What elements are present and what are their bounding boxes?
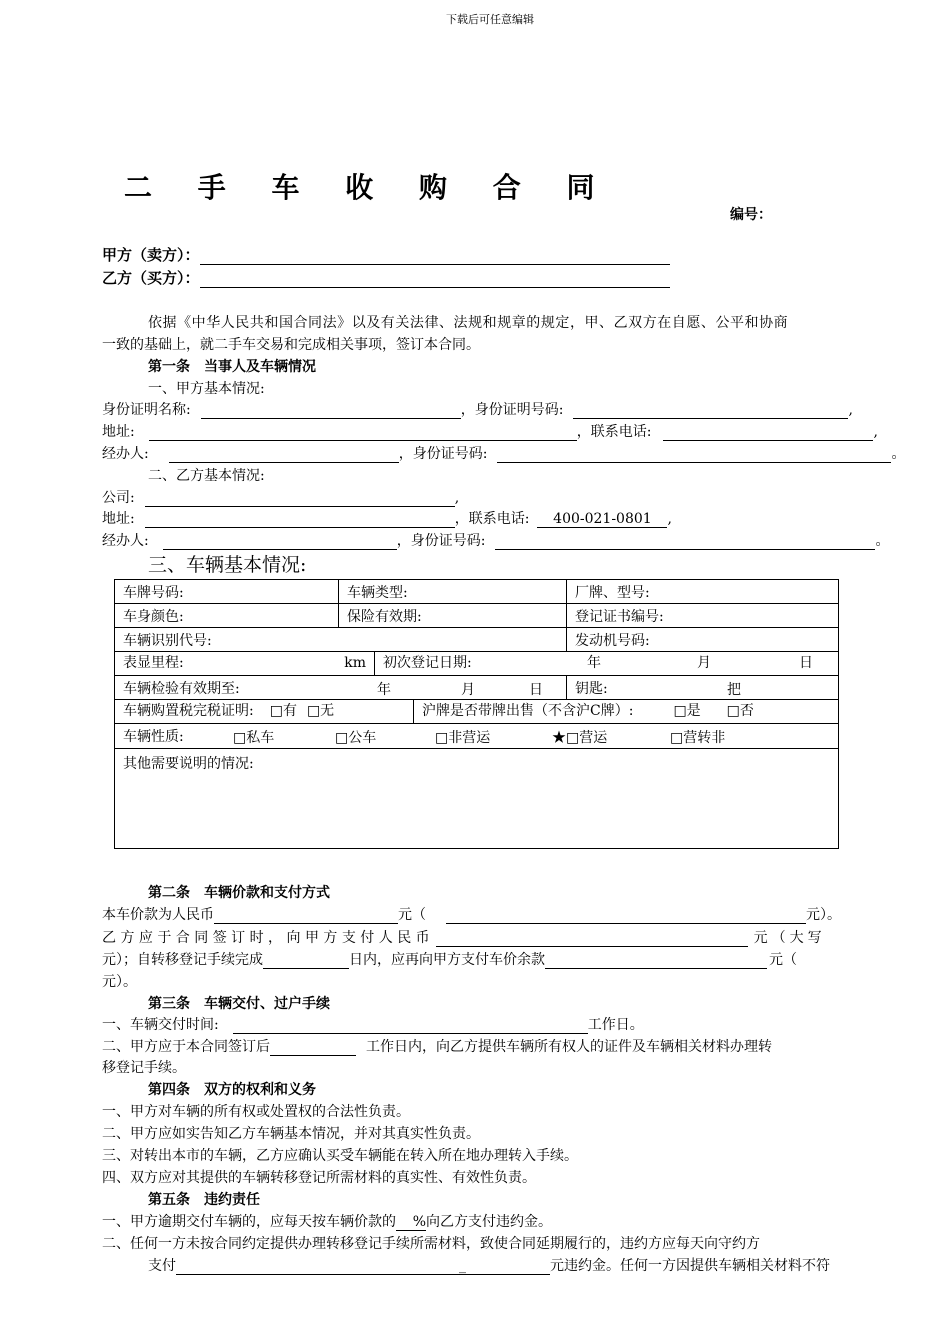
keys-label: 钥匙: xyxy=(575,680,608,697)
cell-reg-cert[interactable]: 登记证书编号: xyxy=(567,604,839,628)
party-b-row xyxy=(102,267,670,288)
intro-line-1: 依据《中华人民共和国合同法》以及有关法律、法规和规章的规定，甲、乙双方在自愿、公平和协商 xyxy=(148,315,789,331)
article-2-heading: 第二条 车辆价款和支付方式 xyxy=(148,885,330,901)
a-id-name-field[interactable] xyxy=(201,404,461,419)
b-agent-label: 经办人: xyxy=(102,533,149,549)
party-b-field[interactable] xyxy=(200,271,670,288)
party-a-label: 甲方（卖方）： xyxy=(102,246,200,264)
price-label: 本车价款为人民币 xyxy=(102,907,214,923)
a-phone-label: ，联系电话: xyxy=(576,424,652,440)
transfer-label-b: 工作日内，向乙方提供车辆所有权人的证件及车辆相关材料办理转 xyxy=(366,1039,772,1055)
a-id-name-label: 身份证明名称: xyxy=(102,402,191,418)
penalty-row-1 xyxy=(102,1211,552,1231)
plate-sale-no-checkbox[interactable]: □否 xyxy=(726,703,754,719)
a-id-no-label: ，身份证明号码: xyxy=(460,402,564,418)
row-tax xyxy=(115,700,839,724)
a-phone-field[interactable] xyxy=(663,426,873,441)
intro-line-2: 一致的基础上，就二手车交易和完成相关事项，签订本合同。 xyxy=(102,337,480,353)
a-agent-label: 经办人: xyxy=(102,446,149,462)
mileage-label: 表显里程: xyxy=(123,655,184,671)
first-reg-year: 年 xyxy=(587,655,601,671)
a-agent-id-label: ，身份证号码: xyxy=(398,446,488,462)
delivery-label: 一、车辆交付时间: xyxy=(102,1017,219,1033)
b-address-label: 地址: xyxy=(102,511,135,527)
obligation-item: 四、双方应对其提供的车辆转移登记所需材料的真实性、有效性负责。 xyxy=(102,1170,536,1186)
inspection-year: 年 xyxy=(377,682,391,698)
cell-keys[interactable] xyxy=(567,676,839,700)
cell-type[interactable]: 车辆类型: xyxy=(339,580,567,604)
party-b-label: 乙方（买方）： xyxy=(102,269,200,287)
balance-days-field[interactable] xyxy=(263,954,349,969)
party-a-info-heading: 一、甲方基本情况: xyxy=(148,381,265,397)
a-id-row: 身份证明名称: ，身份证明号码: , xyxy=(102,402,853,418)
b-phone-value[interactable]: 400-021-0801 xyxy=(537,511,667,528)
balance-label-c: 元（ xyxy=(769,952,797,968)
plate-sale-label: 沪牌是否带牌出售（不含沪C牌）: xyxy=(422,703,634,719)
first-reg-day: 日 xyxy=(799,655,813,671)
first-reg-label: 初次登记日期: xyxy=(383,655,472,671)
b-company-row: 公司: , xyxy=(102,490,460,506)
b-agent-row: 经办人: ，身份证号码: 。 xyxy=(102,533,890,549)
balance-close: 元）。 xyxy=(102,974,137,990)
deposit-end: 元（大写 xyxy=(753,930,826,946)
penalty-label-b: 向乙方支付违约金。 xyxy=(426,1214,552,1230)
cell-first-reg[interactable] xyxy=(375,652,838,675)
delivery-row xyxy=(102,1014,644,1034)
penalty-pay-label: 支付 xyxy=(148,1258,176,1274)
cell-insurance[interactable]: 保险有效期: xyxy=(339,604,567,628)
other-label: 其他需要说明的情况: xyxy=(123,756,254,772)
inspection-day: 日 xyxy=(529,682,543,698)
b-agent-field[interactable] xyxy=(163,535,397,550)
b-phone-label: ，联系电话: xyxy=(454,511,530,527)
obligation-item: 二、甲方应如实告知乙方车辆基本情况，并对其真实性负责。 xyxy=(102,1126,480,1142)
transfer-label-a: 二、甲方应于本合同签订后 xyxy=(102,1039,270,1055)
a-address-row: 地址: ，联系电话: , xyxy=(102,424,878,440)
number-label: 编号： xyxy=(730,207,772,223)
b-address-row: 地址: ，联系电话: 400-021-0801 , xyxy=(102,511,672,527)
page-title: 二 手 车 收 购 合 同 xyxy=(124,171,613,204)
cell-inspection[interactable] xyxy=(115,676,567,700)
article-4-heading: 第四条 双方的权利和义务 xyxy=(148,1082,316,1098)
inspection-month: 月 xyxy=(461,682,475,698)
nature-op2non-checkbox[interactable]: □营转非 xyxy=(670,730,726,746)
party-a-field[interactable] xyxy=(200,248,670,265)
cell-plate-sale xyxy=(414,700,838,723)
tax-no-checkbox[interactable]: □无 xyxy=(306,703,335,719)
balance-row xyxy=(102,949,797,969)
transfer-days-field[interactable] xyxy=(270,1041,356,1056)
penalty-dash: _ xyxy=(459,1258,466,1274)
deposit-field[interactable] xyxy=(436,932,748,947)
b-company-field[interactable] xyxy=(145,492,455,507)
nature-public-checkbox[interactable]: □公车 xyxy=(335,730,377,746)
a-address-label: 地址: xyxy=(102,424,135,440)
penalty-line-2: 二、任何一方未按合同约定提供办理转移登记手续所需材料，致使合同延期履行的，违约方应每天向守约方 xyxy=(102,1236,760,1252)
article-5-heading: 第五条 违约责任 xyxy=(148,1192,260,1208)
header-note: 下载后可任意编辑 xyxy=(446,13,534,26)
a-agent-field[interactable] xyxy=(169,448,399,463)
nature-nonop-checkbox[interactable]: □非营运 xyxy=(435,730,491,746)
deposit-row xyxy=(102,927,826,947)
obligation-item: 一、甲方对车辆的所有权或处置权的合法性负责。 xyxy=(102,1104,410,1120)
a-id-no-field[interactable] xyxy=(573,404,848,419)
cell-vin[interactable]: 车辆识别代号: xyxy=(115,628,567,652)
balance-field[interactable] xyxy=(545,954,767,969)
balance-label-b: 日内，应再向甲方支付车价余款 xyxy=(349,952,545,968)
b-agent-id-field[interactable] xyxy=(495,535,875,550)
price-field[interactable] xyxy=(214,909,398,924)
cell-nature xyxy=(115,724,839,749)
delivery-field[interactable] xyxy=(233,1019,588,1034)
inspection-label: 车辆检验有效期至: xyxy=(123,680,240,697)
party-a-row xyxy=(102,244,670,265)
cell-color[interactable]: 车身颜色: xyxy=(115,604,339,628)
tax-yes-checkbox[interactable]: □有 xyxy=(269,703,297,719)
party-b-info-heading: 二、乙方基本情况: xyxy=(148,468,265,484)
transfer-line-2: 移登记手续。 xyxy=(102,1060,186,1076)
penalty-label-a: 一、甲方逾期交付车辆的，应每天按车辆价款的 xyxy=(102,1214,396,1230)
cell-tax xyxy=(115,700,414,723)
first-reg-month: 月 xyxy=(697,655,711,671)
price-yuan-close: 元）。 xyxy=(806,907,841,923)
penalty-label-b2: 元违约金。任何一方因提供车辆相关材料不符 xyxy=(550,1258,830,1274)
nature-private-checkbox[interactable]: □私车 xyxy=(233,730,275,746)
nature-label: 车辆性质: xyxy=(123,729,184,745)
price-upper-field[interactable] xyxy=(446,909,806,924)
delivery-end: 工作日。 xyxy=(587,1017,644,1033)
cell-mileage[interactable] xyxy=(115,652,375,675)
row-mileage xyxy=(115,652,839,676)
penalty-pct-field[interactable]: % xyxy=(396,1214,426,1231)
tax-label: 车辆购置税完税证明: xyxy=(123,703,254,719)
price-yuan-open: 元（ xyxy=(398,907,426,923)
km-unit: km xyxy=(344,655,366,671)
b-address-field[interactable] xyxy=(145,513,455,528)
deposit-label: 乙 方 应 于 合 同 签 订 时 ， 向 甲 方 支 付 人 民 币 xyxy=(102,930,430,946)
penalty-amount-field[interactable] xyxy=(176,1260,550,1275)
article-1-heading: 第一条 当事人及车辆情况 xyxy=(148,359,316,375)
penalty-row-3 xyxy=(148,1255,830,1275)
vehicle-table xyxy=(114,579,839,849)
cell-engine[interactable]: 发动机号码: xyxy=(567,628,839,652)
keys-unit: 把 xyxy=(727,682,741,698)
b-agent-id-label: ，身份证号码: xyxy=(396,533,486,549)
vehicle-info-heading: 三、车辆基本情况: xyxy=(148,554,307,576)
obligation-item: 三、对转出本市的车辆，乙方应确认买受车辆能在转入所在地办理转入手续。 xyxy=(102,1148,578,1164)
transfer-row xyxy=(102,1036,772,1056)
balance-label-a: 元）；自转移登记手续完成 xyxy=(102,952,263,968)
cell-other[interactable] xyxy=(115,749,839,849)
cell-brand[interactable]: 厂牌、型号: xyxy=(567,580,839,604)
nature-op-checkbox[interactable]: ★□营运 xyxy=(552,730,608,746)
price-row xyxy=(102,904,841,924)
a-agent-id-field[interactable] xyxy=(497,448,891,463)
article-3-heading: 第三条 车辆交付、过户手续 xyxy=(148,996,330,1012)
a-address-field[interactable] xyxy=(149,426,577,441)
a-agent-row: 经办人: ，身份证号码: 。 xyxy=(102,446,906,462)
cell-plate[interactable]: 车牌号码: xyxy=(115,580,339,604)
plate-sale-yes-checkbox[interactable]: □是 xyxy=(673,703,701,719)
b-company-label: 公司: xyxy=(102,490,135,506)
